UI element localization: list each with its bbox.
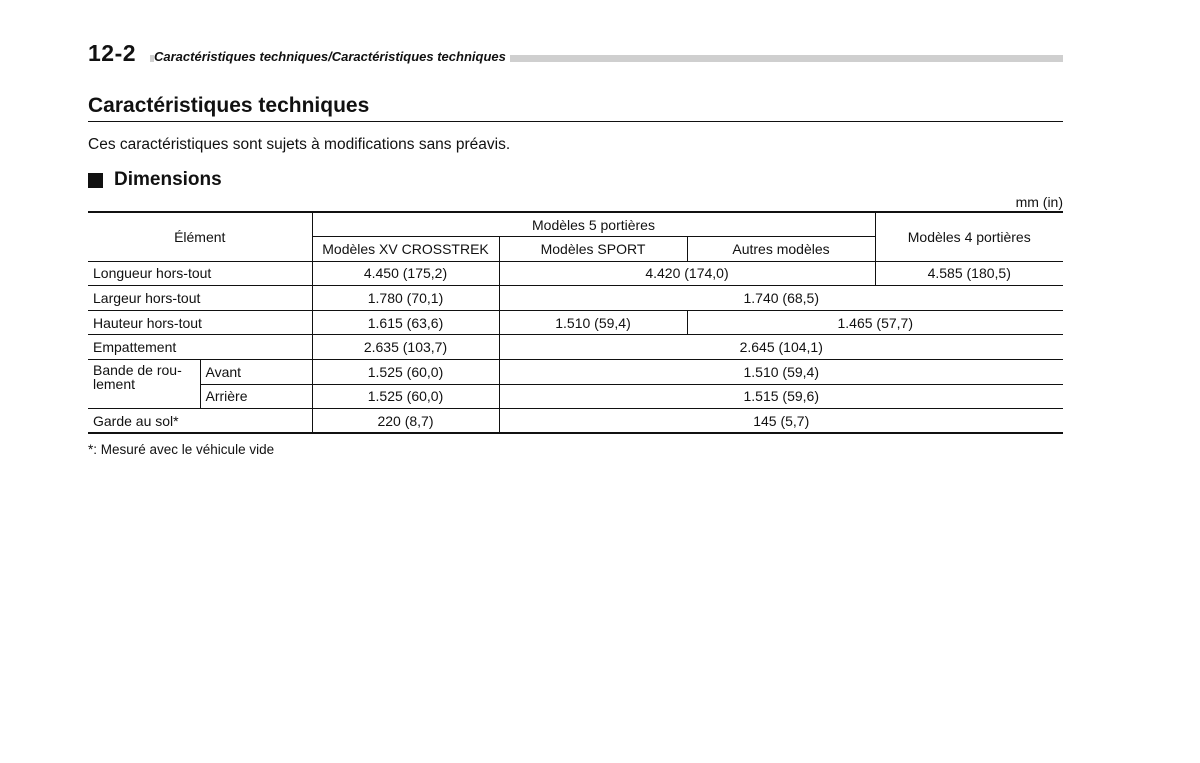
table-row (88, 261, 1063, 286)
cell-value: 1.780 (70,1) (312, 286, 499, 311)
section-rule (88, 121, 1063, 122)
square-bullet-icon (88, 173, 103, 188)
track-label-line1: Bande de rou- (93, 362, 182, 379)
table-row (88, 360, 1063, 385)
cell-value: 4.585 (180,5) (875, 261, 1063, 286)
sub-row-label-front: Avant (200, 360, 312, 385)
sport-header: Modèles SPORT (499, 237, 687, 262)
unit-note: mm (in) (1015, 194, 1063, 210)
row-label: Empattement (88, 335, 312, 360)
subsection-title: Dimensions (114, 169, 222, 190)
cell-value: 1.465 (57,7) (687, 310, 1063, 335)
cell-value: 4.450 (175,2) (312, 261, 499, 286)
footnote: *: Mesuré avec le véhicule vide (88, 442, 275, 457)
row-label-track (88, 360, 200, 409)
row-label: Garde au sol* (88, 409, 312, 434)
table-row (88, 335, 1063, 360)
cell-value: 1.510 (59,4) (499, 360, 1063, 385)
intro-text: Ces caractéristiques sont sujets à modifications sans préavis. (88, 136, 511, 153)
cell-value: 1.525 (60,0) (312, 384, 499, 409)
table-row (88, 310, 1063, 335)
row-label: Hauteur hors-tout (88, 310, 312, 335)
element-header: Élément (88, 212, 312, 261)
cell-value: 2.645 (104,1) (499, 335, 1063, 360)
cell-value: 2.635 (103,7) (312, 335, 499, 360)
cell-value: 1.510 (59,4) (499, 310, 687, 335)
section-title: Caractéristiques techniques (88, 94, 370, 117)
five-door-header: Modèles 5 portières (312, 212, 875, 237)
cell-value: 4.420 (174,0) (499, 261, 875, 286)
cell-value: 1.615 (63,6) (312, 310, 499, 335)
dimensions-table (88, 211, 1063, 434)
table-header-row (88, 212, 1063, 237)
subsection-heading (88, 169, 222, 191)
running-title: Caractéristiques techniques/Caractéristiques techniques (154, 49, 510, 64)
cell-value: 145 (5,7) (499, 409, 1063, 434)
row-label: Largeur hors-tout (88, 286, 312, 311)
table-row (88, 286, 1063, 311)
track-label-line2: lement (93, 376, 136, 393)
four-door-header: Modèles 4 portières (875, 212, 1063, 261)
table-row (88, 409, 1063, 434)
sub-row-label-rear: Arrière (200, 384, 312, 409)
xv-crosstrek-header: Modèles XV CROSSTREK (312, 237, 499, 262)
cell-value: 1.515 (59,6) (499, 384, 1063, 409)
table-row (88, 384, 1063, 409)
other-models-header: Autres modèles (687, 237, 875, 262)
row-label: Longueur hors-tout (88, 261, 312, 286)
cell-value: 1.740 (68,5) (499, 286, 1063, 311)
cell-value: 1.525 (60,0) (312, 360, 499, 385)
cell-value: 220 (8,7) (312, 409, 499, 434)
page-number: 12-2 (88, 40, 137, 66)
